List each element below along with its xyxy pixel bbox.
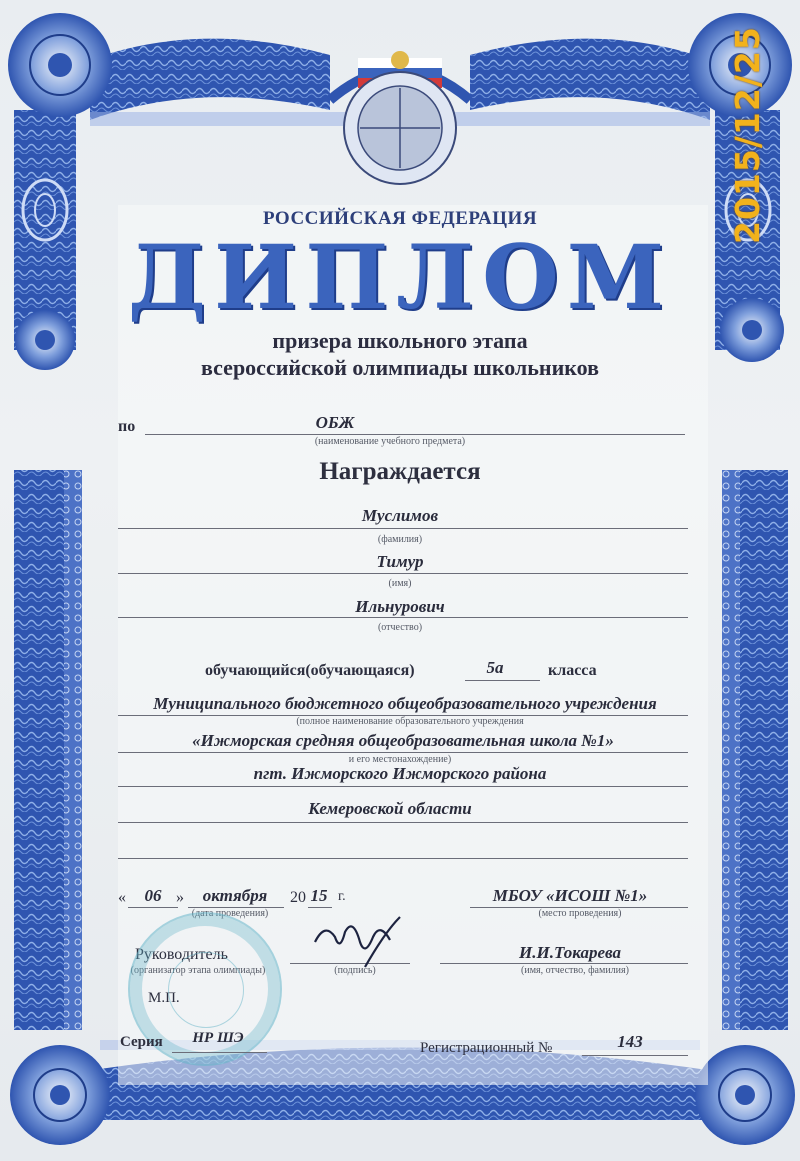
name-caption: (имя) [388,578,412,589]
reg-value: 143 [617,1032,643,1051]
school-line-2: «Ижморская средняя общеобразовательная школа №1» [192,731,614,750]
grade-value: 5а [486,658,504,677]
date-year-unit: г. [338,889,346,904]
school-line-3: пгт. Ижморского Ижморского района [253,764,547,783]
subject-value: ОБЖ [315,413,355,432]
awarded-label: Награждается [319,458,481,485]
camera-date-stamp: 2015/12/25 [728,26,767,244]
school-line-4: Кемеровской области [308,799,472,818]
head-label: Руководитель [135,946,228,963]
date-year-prefix: 20 [290,889,306,906]
rosette-bottom-left [10,1045,110,1145]
subtitle-line-1: призера школьного этапа [272,328,528,353]
date-year-suffix: 15 [310,886,328,905]
head-caption: (организатор этапа олимпиады) [130,965,266,976]
surname-caption: (фамилия) [377,534,423,545]
diploma-title: ДИПЛОМ [127,225,673,329]
patronymic-caption: (отчество) [377,622,423,633]
seal-label: М.П. [148,990,180,1006]
subject-caption: (наименование учебного предмета) [314,436,466,447]
date-open-quote: « [118,889,126,906]
rosette-top-left [8,13,112,117]
patronymic-value: Ильнурович [355,597,445,616]
reg-label: Регистрационный № [420,1040,553,1056]
date-month: октября [202,886,268,905]
subtitle-line-2: всероссийской олимпиады школьников [201,355,599,380]
school-line-1-caption: (полное наименование образовательного учреждения [296,716,524,727]
subject-prefix: по [118,418,136,435]
school-line-2-caption: и его местонахождение) [348,754,452,765]
school-line-1: Муниципального бюджетного общеобразовательного учреждения [153,694,657,713]
signer-name: И.И.Токарева [519,943,621,962]
olympiad-emblem [330,51,470,184]
top-left-arch [90,39,330,120]
date-caption: (дата проведения) [191,908,269,919]
surname-value: Муслимов [361,506,439,525]
date-close-quote: » [176,889,184,906]
date-day: 06 [144,886,162,905]
country-heading: РОССИЙСКАЯ ФЕДЕРАЦИЯ [262,208,538,229]
left-lower-band [14,470,64,1030]
rosette-bottom-right [695,1045,795,1145]
name-value: Тимур [376,552,424,571]
grade-prefix: обучающийся(обучающаяся) [205,662,415,679]
signer-caption: (имя, отчество, фамилия) [521,965,629,976]
event-place: МБОУ «ИСОШ №1» [492,886,648,905]
signature-scribble [305,912,415,972]
top-right-arch [470,39,710,120]
series-label: Серия [120,1034,163,1050]
grade-suffix: класса [548,662,597,679]
right-lower-band [740,470,788,1030]
place-caption: (место проведения) [538,908,622,919]
series-value: НР ШЭ [192,1030,244,1046]
sign-caption: (подпись) [334,965,376,976]
